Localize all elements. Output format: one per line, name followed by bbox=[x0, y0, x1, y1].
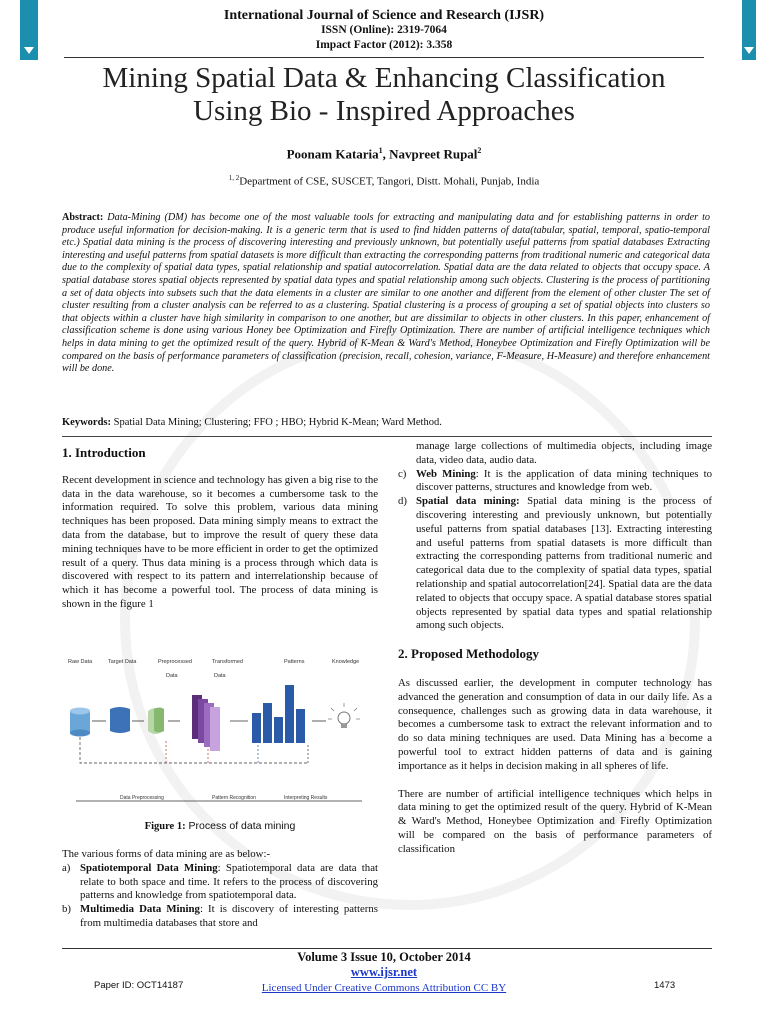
license-link[interactable]: Licensed Under Creative Commons Attribution CC BY bbox=[261, 982, 507, 994]
figure-1-caption-label: Figure 1: bbox=[144, 821, 186, 832]
stage-data-preprocessing: Data Preprocessing bbox=[120, 795, 164, 801]
stage-pattern-recognition: Pattern Recognition bbox=[212, 795, 256, 801]
list-text-a: : Spatiotemporal data are data that relate to both space and time. It refers to the process of discovering patterns and knowledge from spatiotemporal data. bbox=[80, 861, 378, 902]
list-term-a: Spatiotemporal Data Mining bbox=[80, 861, 218, 874]
label-raw-data: Raw Data bbox=[68, 659, 93, 665]
keywords bbox=[62, 417, 710, 428]
keywords-label: Keywords: bbox=[62, 417, 111, 428]
author-1-affiliation-mark: 1 bbox=[378, 146, 383, 155]
forms-intro: The various forms of data mining are as below:- bbox=[62, 848, 271, 860]
label-knowledge: Knowledge bbox=[332, 659, 360, 665]
label-preprocessed-line2: Data bbox=[166, 673, 178, 679]
list-term-d: Spatial data mining: bbox=[416, 495, 520, 508]
author-separator: , bbox=[382, 146, 390, 162]
abstract-label: Abstract: bbox=[62, 212, 104, 223]
list-term-b: Multimedia Data Mining bbox=[80, 903, 200, 916]
list-marker-c: c) bbox=[398, 467, 407, 480]
feedback-loop bbox=[80, 737, 308, 763]
section-heading-introduction: 1. Introduction bbox=[62, 445, 146, 460]
header-rule bbox=[64, 57, 704, 58]
transformed-data-icon bbox=[192, 695, 220, 751]
figure-1-data-mining-process bbox=[62, 655, 378, 810]
figure-1-caption-text: Process of data mining bbox=[185, 820, 296, 832]
list-term-c: Web Mining bbox=[416, 467, 476, 480]
page-number: 1473 bbox=[654, 980, 676, 991]
affiliation bbox=[0, 174, 768, 188]
keywords-text: Spatial Data Mining; Clustering; FFO ; HBO; Hybrid K-Mean; Ward Method. bbox=[113, 417, 442, 428]
author-2: Navpreet Rupal bbox=[389, 146, 478, 162]
lightbulb-icon bbox=[328, 703, 360, 728]
label-preprocessed: Preprocessed bbox=[158, 659, 192, 665]
methodology-paragraph-2: There are number of artificial intelligence techniques which helps in data mining to get the optimized result of the query. Hybrid of K-Mean & Ward's Method, Honeybee Optimization and Firefly Optimization will be compared on the basis of performance parameters of classification bbox=[398, 787, 712, 855]
author-list bbox=[0, 146, 768, 162]
list-marker-d: d) bbox=[398, 495, 407, 508]
database-icon bbox=[70, 708, 90, 737]
left-column-lower bbox=[62, 848, 378, 931]
paper-title-line1: Mining Spatial Data & Enhancing Classification bbox=[102, 62, 666, 94]
list-item-c bbox=[398, 468, 712, 496]
list-item-d bbox=[398, 495, 712, 633]
intro-paragraph: Recent development in science and technology has given a big rise to the data in the data warehouse, so it becomes a cumbersome task to the information required. To solve this problem, various data mining techniques has been proposed. Data mining simply means to extract the data from the database, but to improve the result of query these data mining techniques have to be more efficient in order to get the optimized result of a query. Thus data mining is a process through which data is discovered with respect to its pattern and interrelationship because of which it has become a powerful tool. The process of data mining is shown in the figure 1 bbox=[62, 473, 379, 610]
label-target-data: Target Data bbox=[108, 659, 137, 665]
methodology-paragraph-1: As discussed earlier, the development in computer technology has advanced the generation and consumption of data in our daily life. As a consequence, challenges such as growing data in data warehouse, it becomes a cumbersome task to extract the relevant information and to do so data mining techniques are used. Data Mining has a become a powerful tool to extract hidden patterns of data and is gaining importance as it helps in decision making in all spheres of life. bbox=[398, 676, 712, 772]
label-transformed-line2: Data bbox=[214, 673, 226, 679]
keywords-rule bbox=[62, 436, 712, 437]
journal-impact-factor: Impact Factor (2012): 3.358 bbox=[315, 39, 453, 51]
footer-rule bbox=[62, 948, 712, 949]
journal-url-link[interactable]: www.ijsr.net bbox=[350, 965, 418, 979]
target-data-icon bbox=[110, 707, 130, 733]
figure-1-caption bbox=[62, 820, 378, 832]
journal-issn: ISSN (Online): 2319-7064 bbox=[321, 24, 447, 36]
list-item-b bbox=[62, 903, 378, 931]
label-patterns: Patterns bbox=[284, 659, 305, 665]
list-marker-b: b) bbox=[62, 903, 71, 916]
stage-interpreting-results: Interpreting Results bbox=[284, 795, 328, 801]
patterns-bar-icon bbox=[252, 685, 305, 743]
abstract-text: Data-Mining (DM) has become one of the most valuable tools for extracting and manipulating data and for establishing patterns in order to produce useful information for decision-making. It is a generic term that is used to find hidden patterns of data(tabular, spatial, temporal, spatio-temporal etc.) Spatial data mining is the process of discovering interesting and previously unknown, but potentially useful patterns from spatial databases Extracting interesting and useful patterns from spatial datasets is more difficult than extracting the corresponding patterns from traditional numeric and categorical data due to the complexity of spatial data types, spatial relationship and spatial autocorrelation. Spatial data are the data related to objects that occupy space. A spatial database stores spatial objects represented by spatial data types and spatial relationship among such objects. Clustering is the process of partitioning a set of data objects into subsets such that the data elements in a cluster are similar to one another and different from the element of other cluster The set of cluster resulting from a cluster analysis can be referred to as a clustering. Spatial clustering is a process of grouping a set of spatial objects into clusters so that objects within a cluster have high similarity in comparison to one another, but are dissimilar to objects in other clusters. In this paper, enhancement of classification scheme is done using various Honey bee Optimization and Firefly Optimization. There are number of artificial intelligence techniques which helps in data mining to get the optimized result of the query. Hybrid of K-Mean & Ward's Method, Honeybee Optimization and Firefly Optimization will be compared on the basis of performance parameters of classification (precision, recall, cohesion, variance, F-Measure, H-Measure) and therefore enhancement will be done. bbox=[62, 212, 710, 375]
list-text-b: : It is discovery of interesting patterns from multimedia databases that store and bbox=[80, 903, 378, 929]
preprocessed-data-icon bbox=[148, 708, 164, 735]
journal-name: International Journal of Science and Research (IJSR) bbox=[223, 8, 545, 23]
author-1: Poonam Kataria bbox=[286, 146, 379, 162]
process-diagram bbox=[62, 655, 378, 810]
paper-title-line2: Using Bio - Inspired Approaches bbox=[193, 95, 575, 127]
label-transformed: Transformed bbox=[212, 659, 243, 665]
affiliation-marks: 1, 2 bbox=[228, 174, 240, 182]
abstract bbox=[62, 212, 710, 376]
list-marker-a: a) bbox=[62, 861, 71, 874]
list-item-b-continued bbox=[398, 440, 712, 468]
affiliation-text: Department of CSE, SUSCET, Tangori, Distt. Mohali, Punjab, India bbox=[239, 175, 540, 188]
list-text-b-continued: manage large collections of multimedia objects, including image data, video data, audio data. bbox=[416, 440, 712, 466]
paper-id: Paper ID: OCT14187 bbox=[94, 980, 184, 991]
volume-info: Volume 3 Issue 10, October 2014 bbox=[297, 950, 471, 964]
journal-header bbox=[0, 8, 768, 53]
left-column bbox=[62, 440, 378, 612]
right-column bbox=[398, 440, 712, 857]
list-text-d: Spatial data mining is the process of discovering interesting and previously unknown, but potentially useful patterns from spatial databases [13]. Extracting interesting and useful patterns from spatial datasets is more difficult than extracting the corresponding patterns from traditional numeric and categorical data due to the complexity of spatial data types, spatial relationship and spatial autocorrelation[24]. Spatial data are the data related to objects that occupy space. A spatial database stores spatial objects represented by spatial data types and spatial relationship among such objects. bbox=[416, 495, 712, 632]
paper-title bbox=[40, 62, 728, 128]
list-text-c: : It is the application of data mining techniques to discover patterns, structures and knowledge from web. bbox=[416, 467, 713, 494]
author-2-affiliation-mark: 2 bbox=[477, 146, 482, 155]
list-item-a bbox=[62, 862, 378, 903]
section-heading-proposed-methodology: 2. Proposed Methodology bbox=[398, 646, 539, 662]
